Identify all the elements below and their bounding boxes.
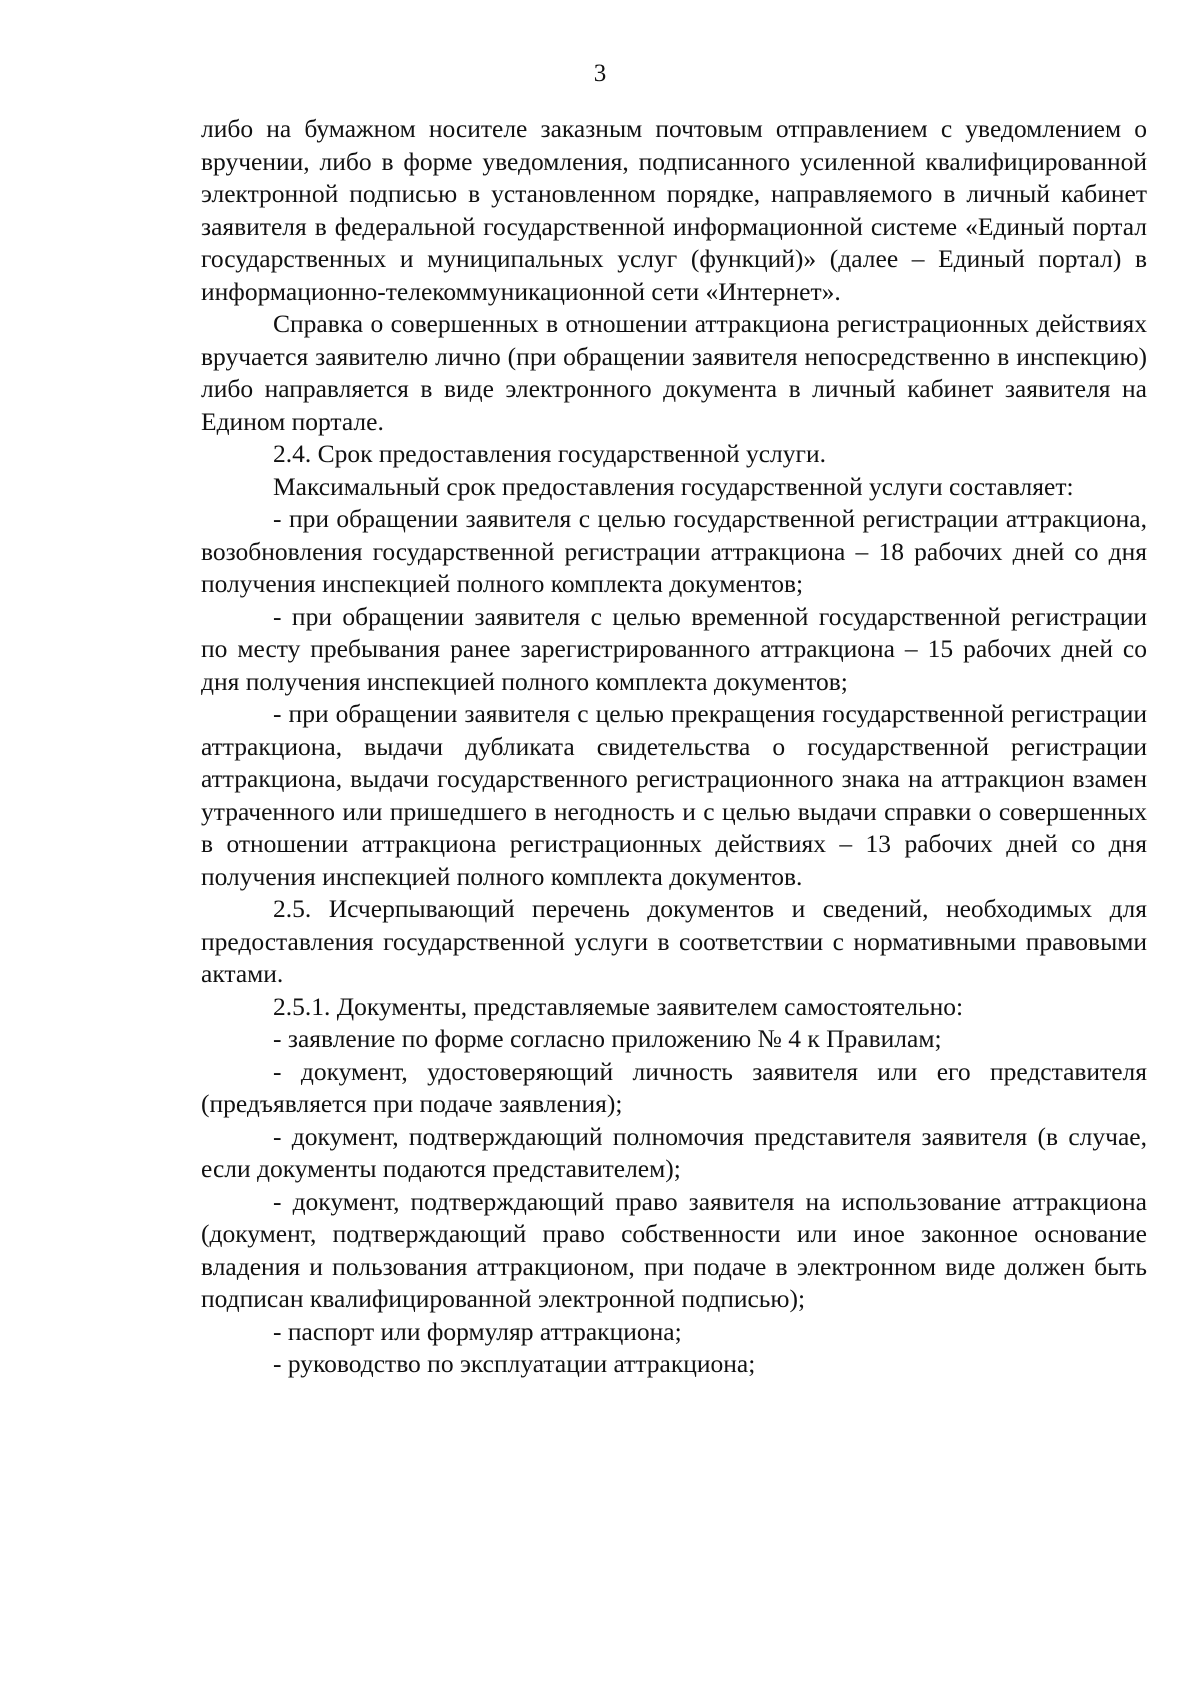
list-item: - при обращении заявителя с целью государственной регистрации аттракциона, возобновления государственной регистрации аттракциона – 18 рабочих дней со дня получения инспекцией полного комплекта документов; — [201, 504, 1147, 598]
list-item: - при обращении заявителя с целью временной государственной регистрации по месту пребывания ранее зарегистрированного аттракциона – 15 рабочих дней со дня получения инспекцией полного комплекта документов; — [201, 601, 1147, 696]
list-item: - заявление по форме согласно приложению № 4 к Правилам; — [273, 1024, 942, 1053]
section-heading: 2.5. Исчерпывающий перечень документов и сведений, необходимых для предоставления государственной услуги в соответствии с нормативными правовыми актами. — [201, 894, 1147, 988]
paragraph: либо на бумажном носителе заказным почтовым отправлением с уведомлением о вручении, либо в форме уведомления, подписанного усиленной квалифицированной электронной подписью в установленном порядке, направляемого в личный кабинет заявителя в федеральной государственной информационной системе «Единый портал государственных и муниципальных услуг (функций)» (далее – Единый портал) в информационно-телекоммуникационной сети «Интернет». — [201, 114, 1147, 306]
page-number: 3 — [593, 60, 607, 87]
document-body — [201, 113, 1147, 1381]
list-item: - при обращении заявителя с целью прекращения государственной регистрации аттракциона, выдачи дубликата свидетельства о государственной регистрации аттракциона, выдачи государственного регистрационного знака на аттракцион взамен утраченного или пришедшего в негодность и с целью выдачи справки о совершенных в отношении аттракциона регистрационных действиях – 13 рабочих дней со дня получения инспекцией полного комплекта документов. — [201, 699, 1147, 891]
list-item: - документ, удостоверяющий личность заявителя или его представителя (предъявляется при подаче заявления); — [201, 1056, 1147, 1118]
list-item: - паспорт или формуляр аттракциона; — [273, 1316, 682, 1346]
subsection-heading: 2.5.1. Документы, представляемые заявителем самостоятельно: — [273, 991, 964, 1021]
paragraph: Справка о совершенных в отношении аттракциона регистрационных действиях вручается заявителю лично (при обращении заявителя непосредственно в инспекцию) либо направляется в виде электронного документа в личный кабинет заявителя на Едином портале. — [201, 309, 1147, 436]
section-heading: 2.4. Срок предоставления государственной услуги. — [273, 439, 827, 468]
list-item: - документ, подтверждающий право заявителя на использование аттракциона (документ, подтверждающий право собственности или иное законное основание владения и пользования аттракционом, при подаче в электронном виде должен быть подписан квалифицированной электронной подписью); — [201, 1186, 1147, 1313]
list-item: - руководство по эксплуатации аттракциона; — [273, 1349, 756, 1378]
list-item: - документ, подтверждающий полномочия представителя заявителя (в случае, если документы подаются представителем); — [201, 1121, 1147, 1183]
paragraph: Максимальный срок предоставления государственной услуги составляет: — [273, 471, 1074, 501]
